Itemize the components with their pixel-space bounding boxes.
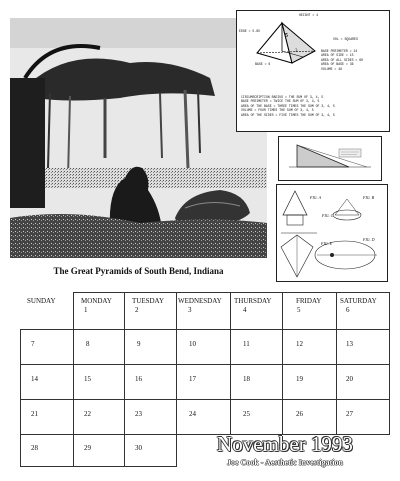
day-number: 14 — [31, 375, 38, 383]
grid-line — [73, 292, 74, 467]
day-number: 30 — [135, 444, 142, 452]
day-number: 11 — [243, 340, 250, 348]
photo-illustration — [10, 18, 267, 258]
weekday-saturday: SATURDAY — [340, 297, 377, 305]
pyramid-stats — [321, 49, 389, 71]
fig-d-label: FIG. D — [363, 237, 375, 242]
day-number: 7 — [31, 340, 35, 348]
note-line: AREA OF THE BASE = THREE TIMES THE SUM OF 3, 4, 5 — [241, 103, 335, 108]
note-line: CIRCUMSCRIPTION RADIUS = THE SUM OF 3, 4, 5 — [241, 95, 324, 99]
day-number: 22 — [84, 410, 91, 418]
day-number: 29 — [84, 444, 91, 452]
fig-b-label: FIG. B — [363, 195, 375, 200]
grid-line — [20, 466, 176, 467]
day-number: 27 — [346, 410, 353, 418]
stat-line: BASE PERIMETER = 24 — [321, 49, 358, 53]
edge-label: EDGE = 5.65 — [239, 29, 261, 33]
triangle-sketch — [278, 136, 382, 181]
grid-line — [389, 292, 390, 434]
grid-line — [230, 292, 231, 434]
fig-e-label: FIG. E — [321, 241, 333, 246]
grid-line — [20, 364, 390, 365]
stat-line: VOLUME = 48 — [321, 66, 343, 71]
day-number: 16 — [135, 375, 142, 383]
month-title: November 1993 — [217, 432, 353, 456]
pyramid-photo — [10, 18, 267, 258]
base-label: BASE = 6 — [255, 62, 271, 66]
day-number: 10 — [189, 340, 196, 348]
day-number: 25 — [243, 410, 250, 418]
volume-label: VOL = SQUARES — [333, 37, 358, 41]
grid-line — [282, 292, 283, 434]
grid-line — [124, 292, 125, 467]
day-number: 23 — [135, 410, 142, 418]
slant-label: 5 — [285, 33, 288, 39]
note-line: AREA OF THE SIDES = FIVE TIMES THE SUM OF 3, 4, 5 — [241, 112, 335, 117]
weekday-friday: FRIDAY — [296, 297, 322, 305]
photo-caption: The Great Pyramids of South Bend, Indiana — [53, 266, 224, 276]
day-number: 24 — [189, 410, 196, 418]
grid-line — [336, 292, 337, 434]
pyramid-notes — [241, 95, 387, 117]
calendar-subtitle: Joe Cook - Aesthetic Investigation — [227, 458, 343, 467]
weekday-sunday: SUNDAY — [27, 297, 56, 305]
triangle-drawing — [279, 137, 381, 180]
day-number: 8 — [86, 340, 90, 348]
day-number: 12 — [296, 340, 303, 348]
grid-line — [20, 329, 21, 467]
stat-line: AREA OF SIDE = 15 — [321, 53, 354, 58]
grid-line — [176, 292, 177, 467]
day-number: 15 — [84, 375, 91, 383]
day-number: 18 — [243, 375, 250, 383]
day-number: 1 — [84, 306, 88, 314]
note-line: BASE PERIMETER = TWICE THE SUM OF 3, 4, 5 — [241, 99, 320, 104]
day-number: 5 — [297, 306, 301, 314]
day-number: 19 — [296, 375, 303, 383]
day-number: 13 — [346, 340, 353, 348]
grid-line — [20, 399, 390, 400]
weekday-wednesday: WEDNESDAY — [178, 297, 222, 305]
fig-a-label: FIG. A — [310, 195, 322, 200]
day-number: 9 — [137, 340, 141, 348]
day-number: 3 — [188, 306, 192, 314]
day-number: 17 — [189, 375, 196, 383]
day-number: 4 — [243, 306, 247, 314]
geometric-figures-diagram — [276, 184, 388, 282]
pyramid-measurements-diagram — [236, 10, 390, 132]
day-number: 28 — [31, 444, 38, 452]
day-number: 20 — [346, 375, 353, 383]
stat-line: AREA OF BASE = 36 — [321, 62, 354, 67]
day-number: 26 — [296, 410, 303, 418]
grid-line — [73, 292, 390, 293]
day-number: 2 — [135, 306, 139, 314]
day-number: 6 — [346, 306, 350, 314]
weekday-monday: MONDAY — [81, 297, 112, 305]
height-label: HEIGHT = 4 — [299, 13, 319, 17]
note-line: VOLUME = FOUR TIMES THE SUM OF 3, 4, 5 — [241, 108, 314, 113]
side-label: 3 — [295, 49, 298, 54]
fig-c-label: FIG. C — [322, 213, 334, 218]
day-number: 21 — [31, 410, 38, 418]
weekday-thursday: THURSDAY — [234, 297, 272, 305]
weekday-tuesday: TUESDAY — [132, 297, 165, 305]
grid-line — [20, 329, 390, 330]
stat-line: AREA OF ALL SIDES = 60 — [321, 57, 364, 62]
